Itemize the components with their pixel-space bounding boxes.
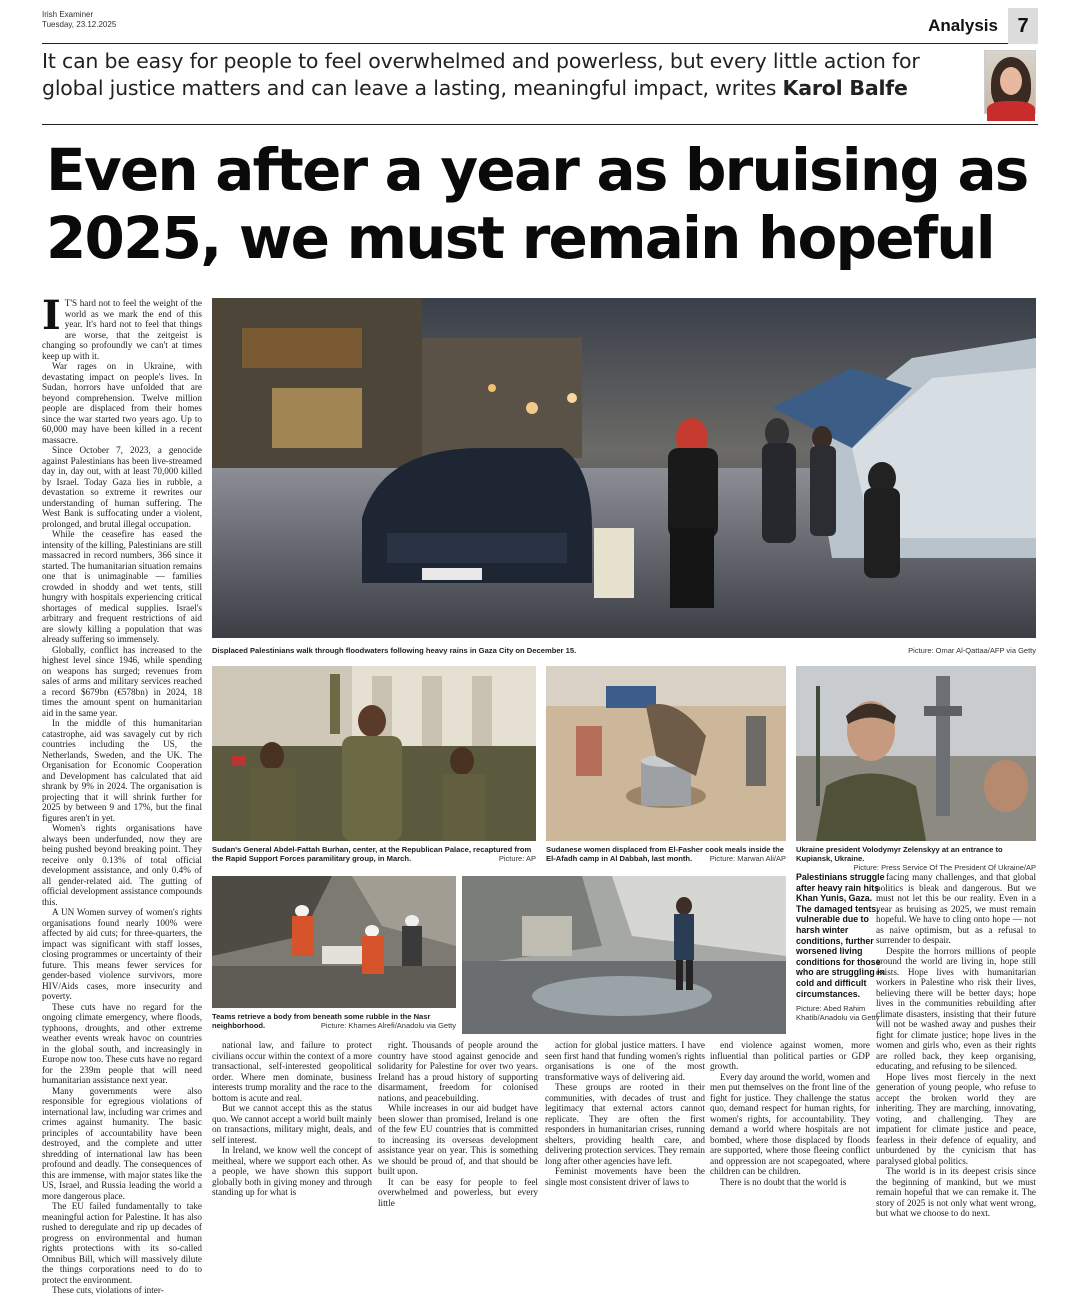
caption-gaza-flood [212, 646, 1036, 655]
article-column-3 [378, 1040, 538, 1208]
article-paragraph: Feminist movements have been the single most consistent driver of laws to [545, 1166, 705, 1187]
photo-credit: Picture: Press Service Of The President Of Ukraine/AP [853, 863, 1036, 872]
author-byline: Karol Balfe [782, 76, 908, 100]
page-header [42, 8, 1038, 44]
article-paragraph: Every day around the world, women and men put themselves on the front line of the fight for justice. They challenge the status quo, demand respect for human rights, for women's rights, for accountability. They demand a world where hospitals are not bombed, where those displaced by floods are supported, where those fleeing conflict and oppression are not scapegoated, where children can be children. [710, 1071, 870, 1176]
sudan-women-image [546, 666, 786, 841]
zelensky-image [796, 666, 1036, 841]
page-number: 7 [1008, 8, 1038, 44]
article-paragraph: right. Thousands of people around the country have stood against genocide and solidarity for Palestine for over two years. Ireland has a proud history of supporting disarmament, freedom for colonised nations, and peacebuilding. [378, 1040, 538, 1103]
caption-text: Teams retrieve a body from beneath some rubble in the Nasr neighborhood. [212, 1012, 431, 1030]
standfirst-text: It can be easy for people to feel overwhelmed and powerless, but every little action for global justice matters and can leave a lasting, meaningful impact, writes [42, 49, 920, 100]
article-paragraph: These groups are rooted in their communities, with decades of trust and legitimacy that external actors cannot replicate. They are often the first responders in humanitarian crises, running shelters, providing health care, and delivering protection services. They remain long after other agencies have left. [545, 1082, 705, 1166]
photo-credit: Picture: AP [498, 854, 536, 863]
article-paragraph: Despite the horrors millions of people around the world are living in, hope still exists. Hope lives with humanitarian workers in Palestine who risk their lives, believing there will be better days; hope lives in the communities rebuilding after climate disasters, insisting that their future will not be washed away and pushes their fight for climate justice; hope lives in the women and girls who, even as their rights are rolled back, they keep organising, educating, and refusing to be silenced. [876, 945, 1036, 1071]
photo-rubble [212, 876, 456, 1008]
section-label: Analysis [928, 16, 998, 35]
caption-khan-yunis: Palestinians struggle after heavy rain hits Khan Yunis, Gaza. The damaged tents, vulnerable due to harsh winter conditions, further worsened living conditions for those who are struggling in cold and difficult circumstances. [796, 872, 885, 999]
photo-sudan-general [212, 666, 536, 841]
article-paragraph: In the middle of this humanitarian catastrophe, aid was savagely cut by rich countries including the US, the Netherlands, Sweden, and the UK. The Organisation for Economic Cooperation and Development has calculated that aid shrank by 9% in 2024. The organisation is projecting that it will shrink further for 2025 by between 9 and 17%, but the final figures aren't in yet. [42, 718, 202, 823]
article-paragraph: Hope lives most fiercely in the next generation of young people, who refuse to accept the broken world they are inheriting. They are marching, innovating, voting, and challenging. They are impatient for climate justice and peace, fearless in their defence of equality, and unburdened by the cynicism that has paralysed global politics. [876, 1071, 1036, 1166]
article-paragraph: Women's rights organisations have always been underfunded, now they are being pushed beyond breaking point. They receive only 0.13% of total official development assistance, and only 0.4% of all gender-related aid. The gutting of official development assistance compounds this. [42, 823, 202, 907]
caption-zelensky [796, 845, 1036, 872]
caption-sudan-general [212, 845, 536, 863]
credit-khan-yunis: Picture: Abed Rahim Khatib/Anadolu via Getty [796, 1004, 880, 1022]
caption-text: Sudanese women displaced from El-Fasher cook meals inside the El-Afadh camp in Al Dabbah, last month. [546, 845, 785, 863]
article-column-5 [710, 1040, 870, 1196]
rubble-image [212, 876, 456, 1008]
headline-line-2: 2025, we must remain hopeful [46, 204, 994, 272]
author-photo [984, 50, 1036, 114]
article-paragraph: Many governments were also responsible for egregious violations of international law, including war crimes and crimes against humanity. The basic principles of accountability have been destroyed, and the complete and utter shredding of international law has been profound and deadly. The consequences of this are immense, with major states like the US, Israel, and Russia leading the world a more dangerous place. [42, 1085, 202, 1201]
caption-sudan-women [546, 845, 786, 863]
article-column-4 [545, 1040, 705, 1196]
article-paragraph: While the ceasefire has eased the intensity of the killing, Palestinians are still massacred in record numbers, 366 since it started. The humanitarian situation remains one that is unimaginable — families crowded in shoddy and wet tents, still hungry with hospitals experiencing critical shortages of medical supplies. Israel's arbitrary and frequent restrictions of aid are slowly killing a population that was already suffering so immensely. [42, 529, 202, 644]
sudan-general-image [212, 666, 536, 841]
photo-credit: Picture: Omar Al-Qattaa/AFP via Getty [908, 646, 1036, 655]
article-paragraph: end violence against women, more influential than political parties or GDP growth. [710, 1040, 870, 1071]
article-paragraph: But we cannot accept this as the status quo. We cannot accept a world built mainly on transactions, military might, deals, and self interest. [212, 1103, 372, 1145]
article-paragraph: It can be easy for people to feel overwhelmed and powerless, but every little [378, 1176, 538, 1208]
article-paragraph: Globally, conflict has increased to the highest level since 1946, while spending on weapons has surged; revenues from sales of arms and military services reached a record $679bn (€578bn) in 2024, 18 times the amount spent on humanitarian aid in the same year. [42, 644, 202, 718]
photo-khan-yunis [462, 876, 786, 1034]
article-paragraph: facing many challenges, and that global politics is bleak and dangerous. But we must not let this be our reality. Even in a year as bruising as 2025, we must remain hopeful. We have to cling onto hope — not as naive optimism, but as a refusal to surrender to despair. [876, 872, 1036, 945]
caption-text: Ukraine president Volodymyr Zelenskyy at an entrance to Kupiansk, Ukraine. [796, 845, 1003, 863]
publication-name: Irish Examiner [42, 10, 94, 19]
article-paragraph: Since October 7, 2023, a genocide against Palestinians has been live-streamed day in, day out, with at least 70,000 killed by Israel. Today Gaza lies in rubble, a devastation so extreme it rewrites our understanding of human suffering. The West Bank is suffocating under a violent, prolonged, and brutal illegal occupation. [42, 445, 202, 529]
headline-line-1: Even after a year as bruising as [46, 136, 1028, 204]
khan-yunis-image [462, 876, 786, 1034]
dropcap: I [42, 292, 61, 339]
photo-zelensky [796, 666, 1036, 841]
article-paragraph: national law, and failure to protect civilians occur within the context of a more transactional, self-interested geopolitical order. Where men dominate, business interests trump morality and the race to the bottom is acute and real. [212, 1040, 372, 1103]
article-paragraph: The world is in its deepest crisis since the beginning of mankind, but we must remain hopeful that we can remake it. The story of 2025 is not only what went wrong, but what we choose to do next. [876, 1166, 1036, 1218]
article-paragraph: War rages on in Ukraine, with devastating impact on people's lives. In Sudan, horrors have unfolded that are beyond comprehension. Twelve million people are displaced from their homes since the war started two years ago. Up to 60,000 may have been killed in a recent massacre. [42, 361, 202, 445]
article-column-6 [876, 872, 1036, 1218]
masthead [42, 10, 116, 30]
standfirst [42, 48, 962, 102]
photo-sudan-women [546, 666, 786, 841]
article-paragraph: action for global justice matters. I have seen first hand that funding women's rights organisations is one of the most transformative ways of delivering aid. [545, 1040, 705, 1082]
photo-credit: Picture: Khames Alrefi/Anadolu via Getty [320, 1021, 456, 1030]
caption-text: Sudan's General Abdel-Fattah Burhan, center, at the Republican Palace, recaptured from the Rapid Support Forces paramilitary group, in March. [212, 845, 532, 863]
article-column-2 [212, 1040, 372, 1196]
article-paragraph: In Ireland, we know well the concept of meitheal, where we support each other. As a people, we have shown this support globally both in giving money and through standing up for what is [212, 1145, 372, 1197]
article-paragraph: The EU failed fundamentally to take meaningful action for Palestine. It has also rushed to deregulate and rip up decades of progress on environmental and human rights protections with its so-called Omnibus Bill, which will massively dilute the things corporations need to do to protect the environment. [42, 1201, 202, 1285]
header-rule [42, 124, 1038, 125]
article-column-1 [42, 292, 202, 1295]
photo-credit: Picture: Marwan Ali/AP [709, 854, 786, 863]
article-paragraph: A UN Women survey of women's rights organisations found nearly 100% were affected by aid cuts; for three-quarters, the impact was significant with staff losses, closing programmes or uncertainty of their future. This means fewer services for gender-based violence survivors, more HIV/Aids cases, more insecurity and poverty. [42, 907, 202, 1001]
headline [46, 136, 1036, 272]
gaza-flood-image [212, 298, 1036, 638]
photo-gaza-flood [212, 298, 1036, 638]
article-paragraph: These cuts have no regard for the ongoing climate emergency, where floods, typhoons, droughts, and other extreme weather events wreak havoc on countries in the global south, and increasingly in Europe now too. These cuts have no regard for the 239m people that will need humanitarian assistance next year. [42, 1001, 202, 1085]
article-paragraph: There is no doubt that the world is [720, 1176, 847, 1187]
caption-rubble [212, 1012, 456, 1030]
article-paragraph: While increases in our aid budget have been slower than promised, Ireland is one of the few EU countries that is committed to increasing its overseas development assistance year on year. This is something we should be proud of, and that should be built upon. [378, 1103, 538, 1176]
issue-date: Tuesday, 23.12.2025 [42, 20, 117, 29]
caption-text: Displaced Palestinians walk through floodwaters following heavy rains in Gaza City on December 15. [212, 646, 577, 655]
article-paragraph: T'S hard not to feel the weight of the world as we mark the end of this year. It's hard not to feel that things are worse, that the zeitgeist is changing so profoundly we can't at times keep up with it. [42, 298, 202, 361]
article-paragraph: These cuts, violations of inter- [52, 1285, 164, 1295]
